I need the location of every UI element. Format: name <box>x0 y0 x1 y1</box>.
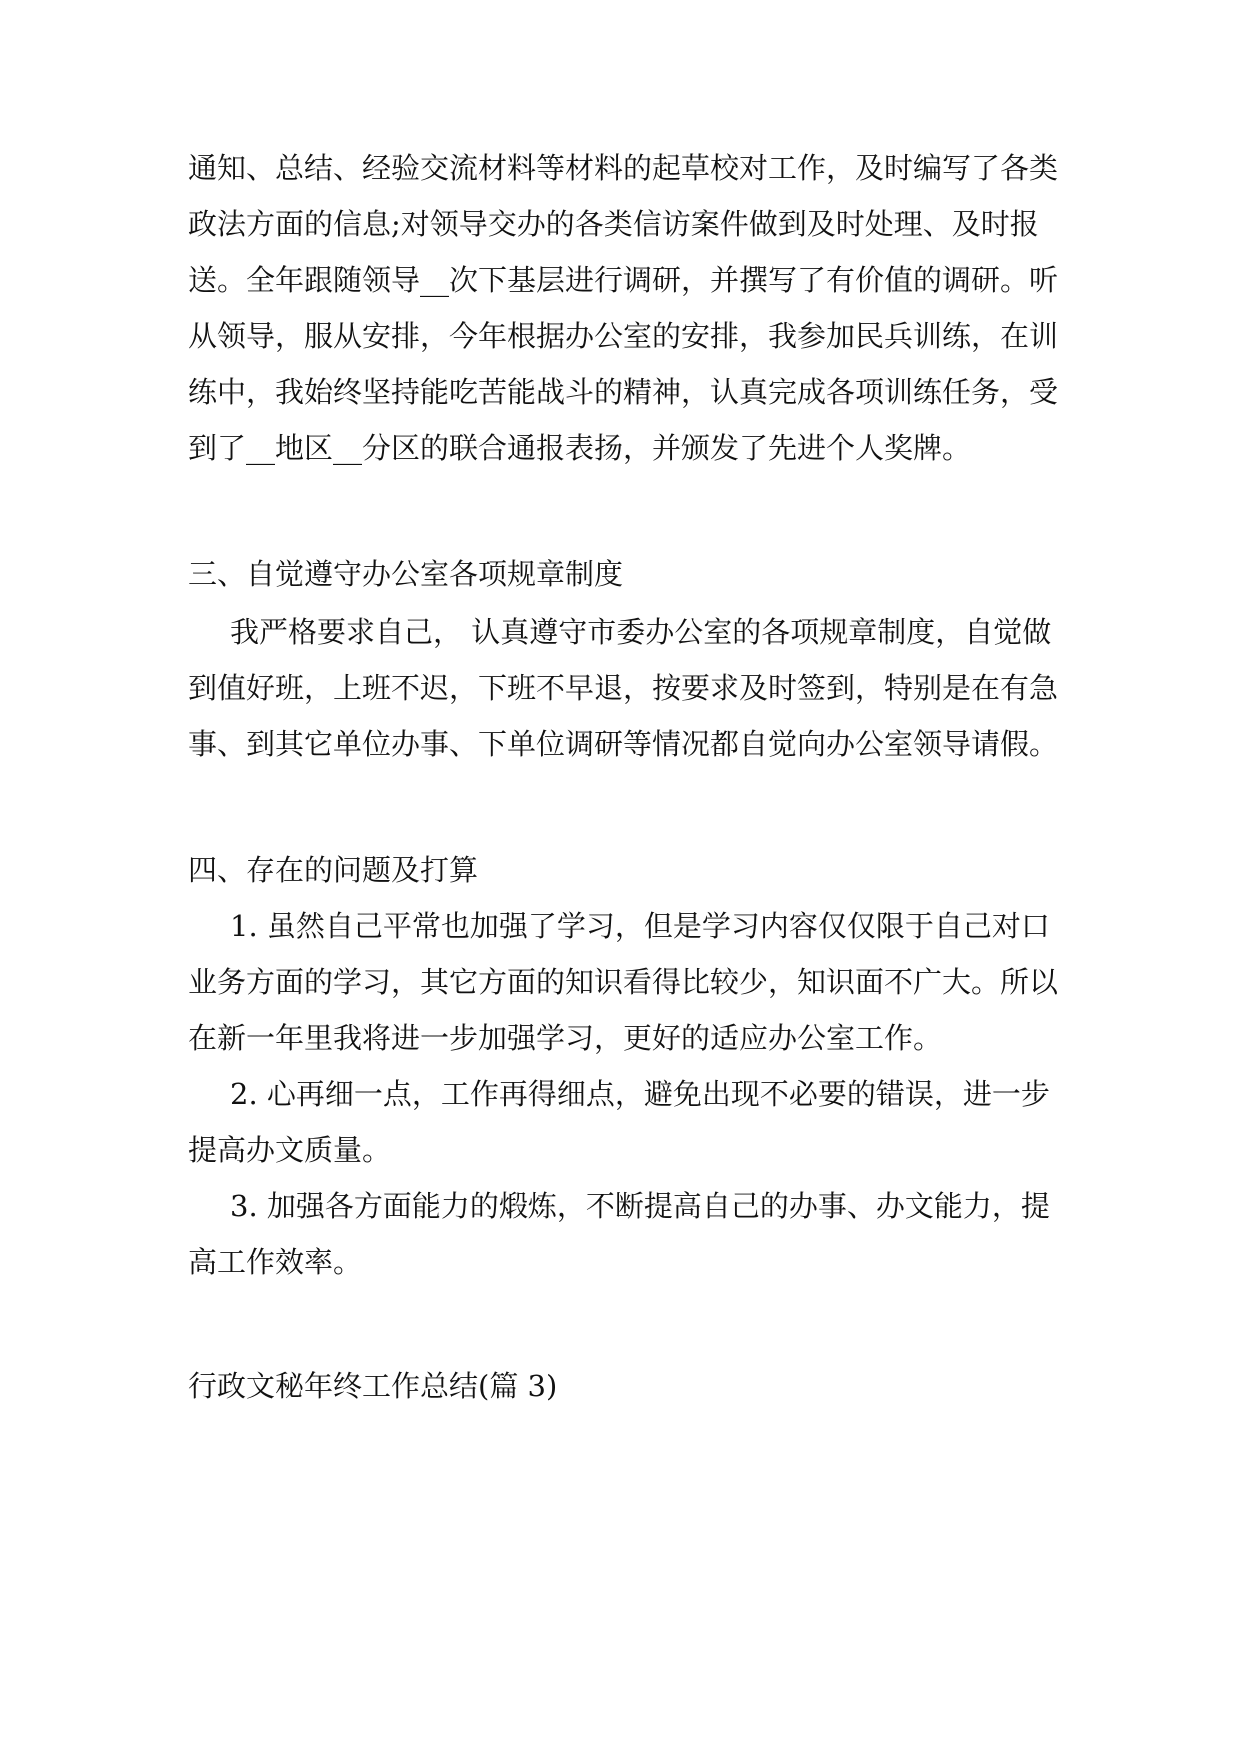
paragraph-line: 提高办文质量。 <box>188 1133 392 1167</box>
paragraph-line: 事、到其它单位办事、下单位调研等情况都自觉向办公室领导请假。 <box>188 727 1059 761</box>
paragraph-line: 到值好班，上班不迟，下班不早退，按要求及时签到，特别是在有急 <box>188 671 1059 705</box>
paragraph-line: 通知、总结、经验交流材料等材料的起草校对工作，及时编写了各类 <box>188 151 1059 185</box>
section-heading: 三、自觉遵守办公室各项规章制度 <box>188 557 624 591</box>
article-title: 行政文秘年终工作总结(篇 3) <box>188 1369 558 1403</box>
paragraph-line: 到了__地区__分区的联合通报表扬，并颁发了先进个人奖牌。 <box>188 431 972 465</box>
list-item-line: 1. 虽然自己平常也加强了学习，但是学习内容仅仅限于自己对口 <box>230 909 1050 943</box>
paragraph-line: 政法方面的信息;对领导交办的各类信访案件做到及时处理、及时报 <box>188 207 1039 241</box>
paragraph-line: 从领导，服从安排，今年根据办公室的安排，我参加民兵训练，在训 <box>188 319 1059 353</box>
paragraph-line: 送。全年跟随领导__次下基层进行调研，并撰写了有价值的调研。听 <box>188 263 1059 297</box>
paragraph-line: 在新一年里我将进一步加强学习，更好的适应办公室工作。 <box>188 1021 943 1055</box>
section-heading: 四、存在的问题及打算 <box>188 853 479 887</box>
paragraph-line: 高工作效率。 <box>188 1245 363 1279</box>
list-item-line: 2. 心再细一点，工作再得细点，避免出现不必要的错误，进一步 <box>230 1077 1050 1111</box>
paragraph-line: 我严格要求自己， 认真遵守市委办公室的各项规章制度，自觉做 <box>230 615 1052 649</box>
paragraph-line: 练中，我始终坚持能吃苦能战斗的精神，认真完成各项训练任务，受 <box>188 375 1059 409</box>
paragraph-line: 业务方面的学习，其它方面的知识看得比较少，知识面不广大。所以 <box>188 965 1059 999</box>
list-item-line: 3. 加强各方面能力的煅炼，不断提高自己的办事、办文能力，提 <box>230 1189 1050 1223</box>
